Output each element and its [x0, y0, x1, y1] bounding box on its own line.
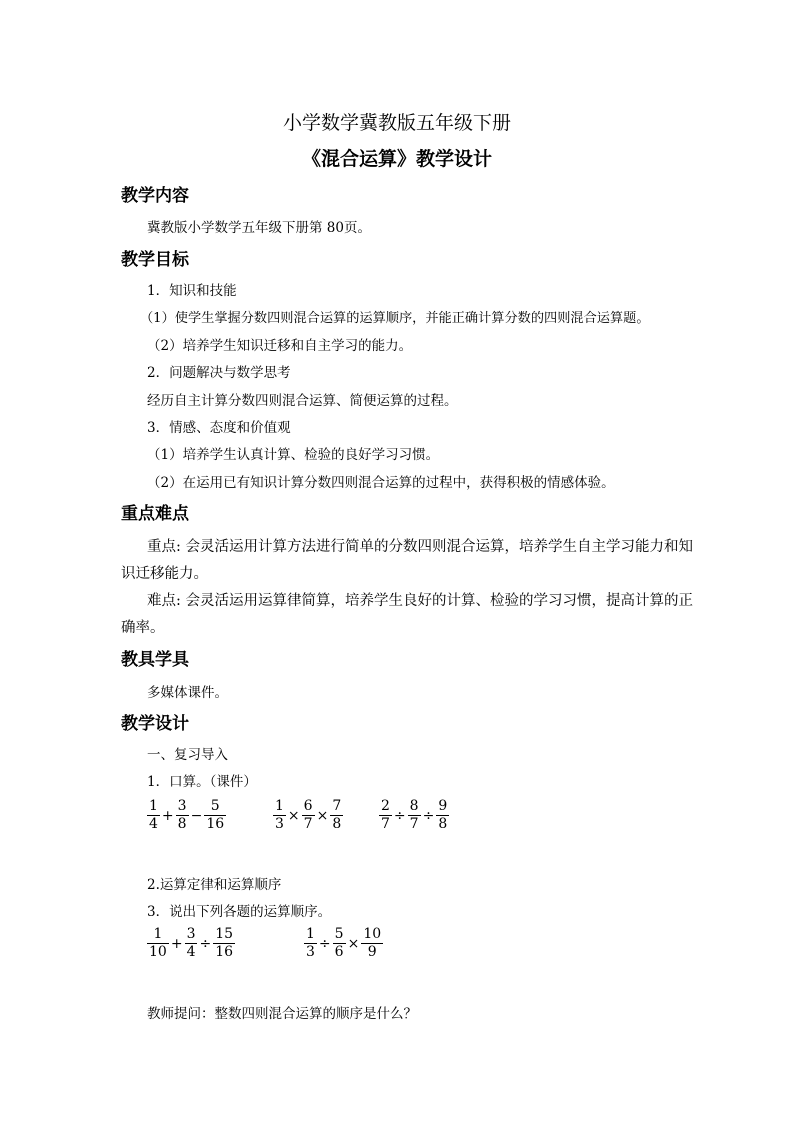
section-heading-content: 教学内容 — [121, 186, 189, 206]
key-point-line: 识迁移能力。 — [121, 566, 208, 582]
design-line: 教师提问：整数四则混合运算的顺序是什么？ — [147, 1006, 417, 1022]
fraction: $\frac{10}{9}$ — [363, 926, 382, 960]
document-title-line2: 《混合运算》教学设计 — [301, 148, 492, 170]
fraction: $\frac{5}{6}$ — [334, 926, 344, 960]
design-line: 3．说出下列各题的运算顺序。 — [147, 904, 332, 920]
fraction: $\frac{1}{3}$ — [306, 926, 315, 960]
fraction: $\frac{1}{10}$ — [149, 926, 167, 960]
key-point-line: 重点: 会灵活运用计算方法进行简单的分数四则混合运算，培养学生自主学习能力和知 — [147, 539, 693, 555]
fraction: $\frac{3}{8}$ — [177, 798, 187, 832]
fraction: $\frac{5}{16}$ — [206, 798, 225, 832]
goal-line: 3．情感、态度和价值观 — [147, 420, 291, 436]
math-expression: $\frac{1}{4}$ + $\frac{3}{8}$ − $\frac{5}{16}$ — [149, 798, 225, 832]
content-text: 冀教版小学数学五年级下册第 80页。 — [147, 220, 371, 236]
design-line: 1．口算。（课件） — [147, 774, 257, 790]
document-title-line1: 小学数学冀教版五年级下册 — [282, 112, 511, 134]
key-point-line: 确率。 — [121, 620, 165, 636]
goal-line: （2）在运用已有知识计算分数四则混合运算的过程中，获得积极的情感体验。 — [147, 475, 615, 491]
design-line: 2.运算定律和运算顺序 — [147, 877, 282, 893]
goal-line: 1．知识和技能 — [147, 283, 237, 299]
math-expression: $\frac{2}{7}$ ÷ $\frac{8}{7}$ ÷ $\frac{9}{8}$ — [381, 798, 448, 832]
section-heading-tools: 教具学具 — [121, 650, 189, 670]
math-expression: $\frac{1}{3}$ × $\frac{6}{7}$ × $\frac{7}{8}$ — [275, 798, 342, 832]
key-point-line: 难点: 会灵活运用运算律简算，培养学生良好的计算、检验的学习习惯，提高计算的正 — [147, 593, 693, 609]
fraction: $\frac{1}{3}$ — [275, 798, 284, 832]
goal-line: （2）培养学生知识迁移和自主学习的能力。 — [147, 338, 413, 354]
goal-line: 2．问题解决与数学思考 — [147, 365, 291, 381]
fraction: $\frac{2}{7}$ — [381, 798, 390, 832]
fraction: $\frac{9}{8}$ — [438, 798, 448, 832]
tools-text: 多媒体课件。 — [147, 685, 228, 701]
goal-line: （1）使学生掌握分数四则混合运算的运算顺序，并能正确计算分数的四则混合运算题。 — [140, 311, 650, 326]
section-heading-goals: 教学目标 — [121, 250, 189, 270]
fraction: $\frac{1}{4}$ — [149, 798, 158, 832]
section-heading-key-points: 重点难点 — [121, 504, 189, 524]
design-line: 一、复习导入 — [147, 747, 228, 763]
fraction: $\frac{7}{8}$ — [332, 798, 342, 832]
fraction: $\frac{15}{16}$ — [215, 926, 234, 960]
fraction: $\frac{8}{7}$ — [409, 798, 419, 832]
goal-line: （1）培养学生认真计算、检验的良好学习习惯。 — [147, 447, 440, 463]
fraction: $\frac{3}{4}$ — [186, 926, 196, 960]
fraction: $\frac{6}{7}$ — [303, 798, 313, 832]
math-expression: $\frac{1}{10}$ + $\frac{3}{4}$ ÷ $\frac{15}{16}$ — [149, 926, 234, 960]
math-expression: $\frac{1}{3}$ ÷ $\frac{5}{6}$ × $\frac{10}{9}$ — [306, 926, 382, 960]
section-heading-design: 教学设计 — [121, 714, 189, 734]
goal-line: 经历自主计算分数四则混合运算、简便运算的过程。 — [147, 393, 458, 409]
